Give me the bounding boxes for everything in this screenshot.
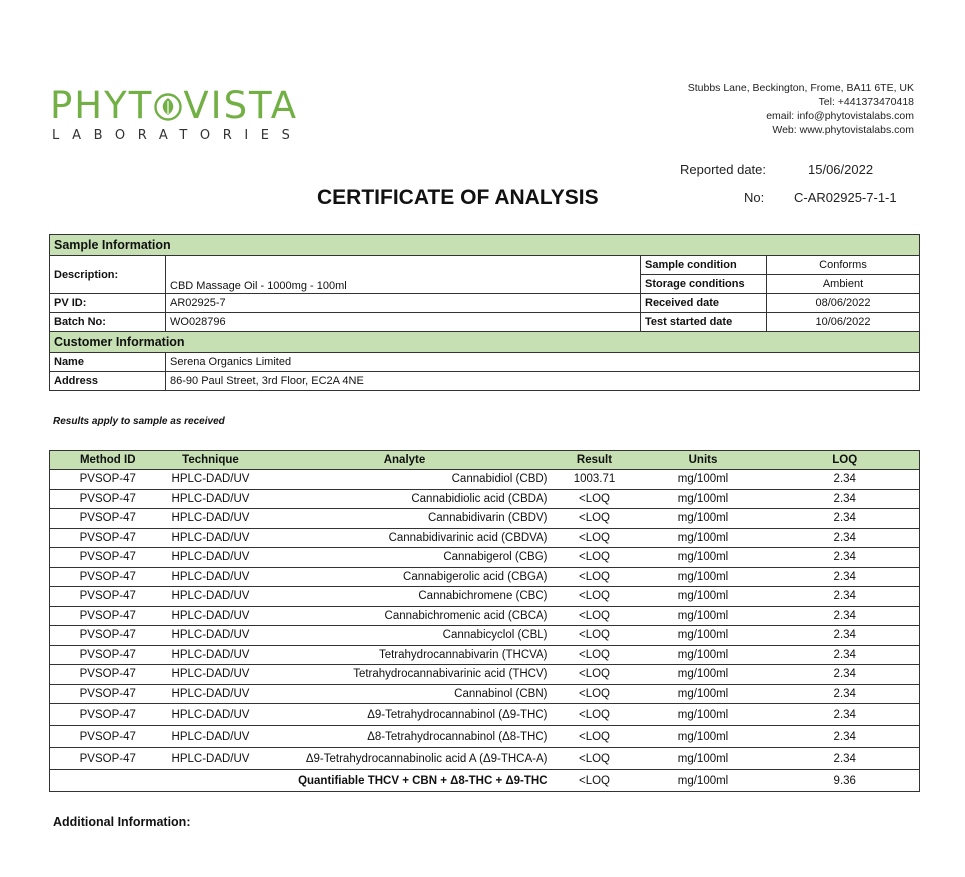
table-row (50, 587, 920, 607)
technique-cell: HPLC-DAD/UV (166, 748, 256, 770)
header-loq: LOQ (771, 451, 920, 470)
analyte-cell: Cannabidiolic acid (CBDA) (256, 489, 554, 509)
header-analyte: Analyte (256, 451, 554, 470)
method-id-cell: PVSOP-47 (50, 704, 166, 726)
company-logo (50, 84, 298, 132)
method-id-cell: PVSOP-47 (50, 665, 166, 685)
result-cell: <LOQ (554, 684, 636, 704)
total-result-cell: <LOQ (554, 770, 636, 792)
batch-label: Batch No: (50, 313, 166, 332)
method-id-cell: PVSOP-47 (50, 626, 166, 646)
analyte-cell: Cannabicyclol (CBL) (256, 626, 554, 646)
technique-cell: HPLC-DAD/UV (166, 684, 256, 704)
loq-cell: 2.34 (771, 587, 920, 607)
loq-cell: 2.34 (771, 509, 920, 529)
analyte-cell: Δ9-Tetrahydrocannabinol (Δ9-THC) (256, 704, 554, 726)
customer-address-value: 86-90 Paul Street, 3rd Floor, EC2A 4NE (166, 372, 920, 391)
table-row (50, 704, 920, 726)
customer-name-value: Serena Organics Limited (166, 353, 920, 372)
loq-cell: 2.34 (771, 548, 920, 568)
loq-cell: 2.34 (771, 489, 920, 509)
method-id-cell: PVSOP-47 (50, 548, 166, 568)
result-cell: <LOQ (554, 548, 636, 568)
logo-subtitle: LABORATORIES (52, 128, 303, 143)
technique-cell: HPLC-DAD/UV (166, 548, 256, 568)
total-row (50, 770, 920, 792)
table-row (50, 626, 920, 646)
table-row (50, 528, 920, 548)
header-units: Units (636, 451, 771, 470)
units-cell: mg/100ml (636, 645, 771, 665)
address-phone: Tel: +441373470418 (818, 96, 914, 108)
method-id-cell: PVSOP-47 (50, 606, 166, 626)
result-cell: <LOQ (554, 665, 636, 685)
technique-cell: HPLC-DAD/UV (166, 509, 256, 529)
analyte-cell: Cannabidiol (CBD) (256, 470, 554, 490)
loq-cell: 2.34 (771, 684, 920, 704)
results-table (49, 450, 920, 792)
report-no-value: C-AR02925-7-1-1 (794, 190, 897, 205)
customer-address-label: Address (50, 372, 166, 391)
result-cell: <LOQ (554, 509, 636, 529)
units-cell: mg/100ml (636, 626, 771, 646)
technique-cell: HPLC-DAD/UV (166, 567, 256, 587)
method-id-cell: PVSOP-47 (50, 684, 166, 704)
address-email: email: info@phytovistalabs.com (766, 110, 914, 122)
analyte-cell: Cannabidivarinic acid (CBDVA) (256, 528, 554, 548)
header-result: Result (554, 451, 636, 470)
technique-cell: HPLC-DAD/UV (166, 587, 256, 607)
loq-cell: 2.34 (771, 567, 920, 587)
analyte-cell: Cannabigerolic acid (CBGA) (256, 567, 554, 587)
sample-info-heading: Sample Information (50, 235, 920, 256)
total-empty-cell (166, 770, 256, 792)
test-started-value: 10/06/2022 (767, 313, 920, 332)
address-line-1: Stubbs Lane, Beckington, Frome, BA11 6TE, UK (687, 82, 914, 94)
technique-cell: HPLC-DAD/UV (166, 528, 256, 548)
units-cell: mg/100ml (636, 509, 771, 529)
units-cell: mg/100ml (636, 548, 771, 568)
analyte-cell: Δ9-Tetrahydrocannabinolic acid A (Δ9-THCA-A) (256, 748, 554, 770)
result-cell: <LOQ (554, 528, 636, 548)
table-row (50, 665, 920, 685)
sample-info-table (49, 234, 920, 391)
method-id-cell: PVSOP-47 (50, 528, 166, 548)
units-cell: mg/100ml (636, 665, 771, 685)
pvid-value: AR02925-7 (166, 294, 641, 313)
units-cell: mg/100ml (636, 606, 771, 626)
storage-conditions-value: Ambient (767, 275, 920, 294)
method-id-cell: PVSOP-47 (50, 489, 166, 509)
table-row (50, 548, 920, 568)
table-row (50, 567, 920, 587)
analyte-cell: Tetrahydrocannabivarinic acid (THCV) (256, 665, 554, 685)
method-id-cell: PVSOP-47 (50, 509, 166, 529)
units-cell: mg/100ml (636, 704, 771, 726)
customer-info-heading: Customer Information (50, 332, 920, 353)
result-cell: <LOQ (554, 489, 636, 509)
pvid-label: PV ID: (50, 294, 166, 313)
technique-cell: HPLC-DAD/UV (166, 470, 256, 490)
analyte-cell: Cannabichromene (CBC) (256, 587, 554, 607)
result-cell: <LOQ (554, 626, 636, 646)
loq-cell: 2.34 (771, 528, 920, 548)
units-cell: mg/100ml (636, 726, 771, 748)
loq-cell: 2.34 (771, 626, 920, 646)
technique-cell: HPLC-DAD/UV (166, 645, 256, 665)
technique-cell: HPLC-DAD/UV (166, 626, 256, 646)
table-row (50, 489, 920, 509)
loq-cell: 2.34 (771, 470, 920, 490)
method-id-cell: PVSOP-47 (50, 748, 166, 770)
total-loq-cell: 9.36 (771, 770, 920, 792)
total-empty-cell (50, 770, 166, 792)
loq-cell: 2.34 (771, 748, 920, 770)
header-method-id: Method ID (50, 451, 166, 470)
result-cell: <LOQ (554, 567, 636, 587)
description-label: Description: (50, 256, 166, 294)
leaf-icon (153, 88, 183, 132)
received-date-label: Received date (641, 294, 767, 313)
results-note: Results apply to sample as received (53, 416, 225, 427)
loq-cell: 2.34 (771, 645, 920, 665)
logo-name-part1: PHYT (50, 84, 154, 127)
table-row (50, 606, 920, 626)
address-web: Web: www.phytovistalabs.com (772, 124, 914, 136)
loq-cell: 2.34 (771, 726, 920, 748)
batch-value: WO028796 (166, 313, 641, 332)
table-row (50, 748, 920, 770)
table-row (50, 684, 920, 704)
technique-cell: HPLC-DAD/UV (166, 606, 256, 626)
units-cell: mg/100ml (636, 567, 771, 587)
analyte-cell: Cannabichromenic acid (CBCA) (256, 606, 554, 626)
method-id-cell: PVSOP-47 (50, 567, 166, 587)
result-cell: <LOQ (554, 704, 636, 726)
page-title: CERTIFICATE OF ANALYSIS (317, 186, 599, 209)
header-technique: Technique (166, 451, 256, 470)
analyte-cell: Tetrahydrocannabivarin (THCVA) (256, 645, 554, 665)
method-id-cell: PVSOP-47 (50, 645, 166, 665)
technique-cell: HPLC-DAD/UV (166, 704, 256, 726)
analyte-cell: Cannabigerol (CBG) (256, 548, 554, 568)
loq-cell: 2.34 (771, 606, 920, 626)
reported-date-label: Reported date: (680, 162, 767, 177)
result-cell: <LOQ (554, 645, 636, 665)
sample-condition-value: Conforms (767, 256, 920, 275)
units-cell: mg/100ml (636, 748, 771, 770)
storage-conditions-label: Storage conditions (641, 275, 767, 294)
sample-condition-label: Sample condition (641, 256, 767, 275)
result-cell: <LOQ (554, 748, 636, 770)
units-cell: mg/100ml (636, 684, 771, 704)
result-cell: <LOQ (554, 587, 636, 607)
analyte-cell: Cannabidivarin (CBDV) (256, 509, 554, 529)
loq-cell: 2.34 (771, 704, 920, 726)
technique-cell: HPLC-DAD/UV (166, 665, 256, 685)
technique-cell: HPLC-DAD/UV (166, 726, 256, 748)
method-id-cell: PVSOP-47 (50, 470, 166, 490)
units-cell: mg/100ml (636, 587, 771, 607)
description-value: CBD Massage Oil - 1000mg - 100ml (166, 256, 641, 294)
table-row (50, 509, 920, 529)
customer-name-label: Name (50, 353, 166, 372)
report-no-label: No: (744, 190, 765, 205)
units-cell: mg/100ml (636, 528, 771, 548)
loq-cell: 2.34 (771, 665, 920, 685)
analyte-cell: Cannabinol (CBN) (256, 684, 554, 704)
units-cell: mg/100ml (636, 470, 771, 490)
test-started-label: Test started date (641, 313, 767, 332)
result-cell: <LOQ (554, 726, 636, 748)
table-row (50, 645, 920, 665)
results-header-row (50, 451, 920, 470)
technique-cell: HPLC-DAD/UV (166, 489, 256, 509)
analyte-cell: Δ8-Tetrahydrocannabinol (Δ8-THC) (256, 726, 554, 748)
reported-date-value: 15/06/2022 (808, 162, 874, 177)
total-units-cell: mg/100ml (636, 770, 771, 792)
method-id-cell: PVSOP-47 (50, 726, 166, 748)
table-row (50, 726, 920, 748)
total-analyte-cell: Quantifiable THCV + CBN + Δ8-THC + Δ9-THC (256, 770, 554, 792)
table-row (50, 470, 920, 490)
logo-name-part2: VISTA (183, 84, 299, 127)
method-id-cell: PVSOP-47 (50, 587, 166, 607)
result-cell: <LOQ (554, 606, 636, 626)
additional-info-heading: Additional Information: (53, 815, 191, 829)
received-date-value: 08/06/2022 (767, 294, 920, 313)
result-cell: 1003.71 (554, 470, 636, 490)
units-cell: mg/100ml (636, 489, 771, 509)
